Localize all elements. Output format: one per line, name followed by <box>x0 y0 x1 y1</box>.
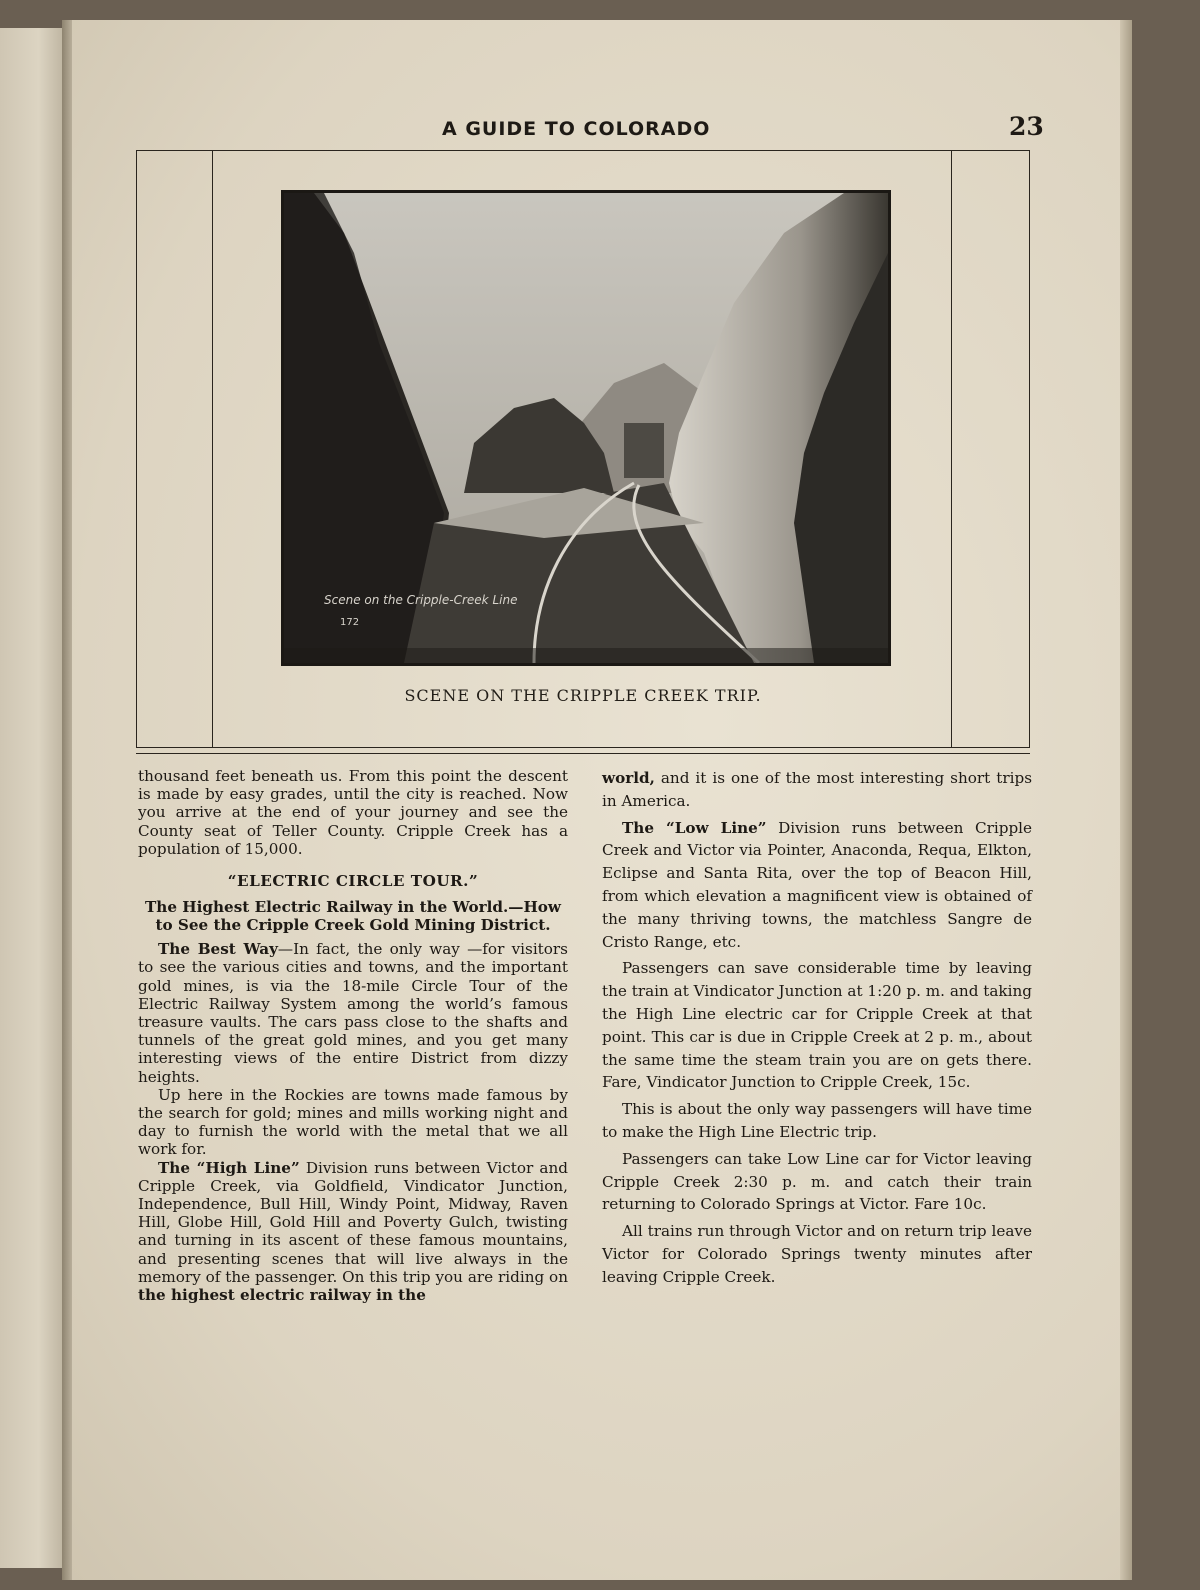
frame-rule-right <box>951 151 952 747</box>
paragraph <box>602 767 1032 813</box>
page-edge <box>1120 20 1132 1580</box>
page-number: 23 <box>1009 112 1044 141</box>
frame-bottom-rule <box>136 753 1030 754</box>
canyon-railway-photo <box>281 190 891 666</box>
facing-page-edge <box>0 28 70 1568</box>
paragraph-text: Division runs between Cripple Creek and Victor via Pointer, Anaconda, Requa, Elkton, Eclipse and Santa Rita, over the top of Beacon Hill, from which elevation a magnificent view is obtained of the many thriving towns, the matchless Sangre de Cristo Range, etc. <box>602 818 1033 951</box>
book-page <box>72 20 1132 1580</box>
lead-in: The “Low Line” <box>622 818 767 837</box>
paragraph-text: —In fact, the only way —for visitors to see the various cities and towns, and the important gold mines, is via the 18-mile Circle Tour of the Electric Railway System among the world’s famous treasure vaults. The cars pass close to the shafts and tunnels of the great gold mines, and you get many interesting views of the entire District from dizzy heights. <box>138 940 568 1086</box>
paragraph-text: and it is one of the most interesting short trips in America. <box>602 769 1032 810</box>
bold-phrase: the highest electric railway in the <box>138 1286 426 1305</box>
lead-in: The “High Line” <box>158 1158 300 1177</box>
paragraph <box>138 940 568 1086</box>
left-column <box>138 767 568 1304</box>
section-subheading: The Highest Electric Railway in the World.—How to See the Cripple Creek Gold Mining District. <box>144 898 562 935</box>
frame-rule-left <box>212 151 213 747</box>
paragraph <box>602 817 1032 954</box>
paragraph: All trains run through Victor and on return trip leave Victor for Colorado Springs twenty minutes after leaving Cripple Creek. <box>602 1222 1032 1286</box>
paragraph: thousand feet beneath us. From this point the descent is made by easy grades, until the city is reached. Now you arrive at the end of your journey and see the County seat of Teller County. Cripple Creek has a population of 15,000. <box>138 767 568 858</box>
photo-plate-number: 172 <box>340 617 360 628</box>
paragraph-text: Division runs between Victor and Cripple Creek, via Goldfield, Vindicator Junction, Independence, Bull Hill, Windy Point, Midway, Raven Hill, Globe Hill, Gold Hill and Poverty Gulch, twisting and turning in its ascent of these famous mountains, and presenting scenes that will live always in the memory of the passenger. On this trip you are riding on <box>138 1158 568 1286</box>
section-heading: “ELECTRIC CIRCLE TOUR.” <box>227 872 479 891</box>
paragraph: Passengers can save considerable time by leaving the train at Vindicator Junction at 1:20 p. m. and taking the High Line electric car for Cripple Creek at that point. This car is due in Cripple Creek at 2 p. m., about the same time the steam train you are on gets there. Fare, Vindicator Junction to Cripple Creek, 15c. <box>602 959 1032 1092</box>
lead-in: The Best Way <box>158 940 278 959</box>
paragraph <box>138 1159 568 1305</box>
paragraph: Up here in the Rockies are towns made famous by the search for gold; mines and mills working night and day to furnish the world with the metal that we all work for. <box>138 1085 568 1159</box>
photo-inscription: Scene on the Cripple-Creek Line <box>324 593 518 607</box>
paragraph: This is about the only way passengers will have time to make the High Line Electric trip. <box>602 1100 1032 1141</box>
paragraph: Passengers can take Low Line car for Victor leaving Cripple Creek 2:30 p. m. and catch their train returning to Colorado Springs at Victor. Fare 10c. <box>602 1149 1032 1214</box>
right-column <box>602 767 1032 1293</box>
bold-phrase: world, <box>602 769 655 787</box>
running-head: A GUIDE TO COLORADO <box>442 118 711 140</box>
figure-caption: SCENE ON THE CRIPPLE CREEK TRIP. <box>404 686 762 705</box>
